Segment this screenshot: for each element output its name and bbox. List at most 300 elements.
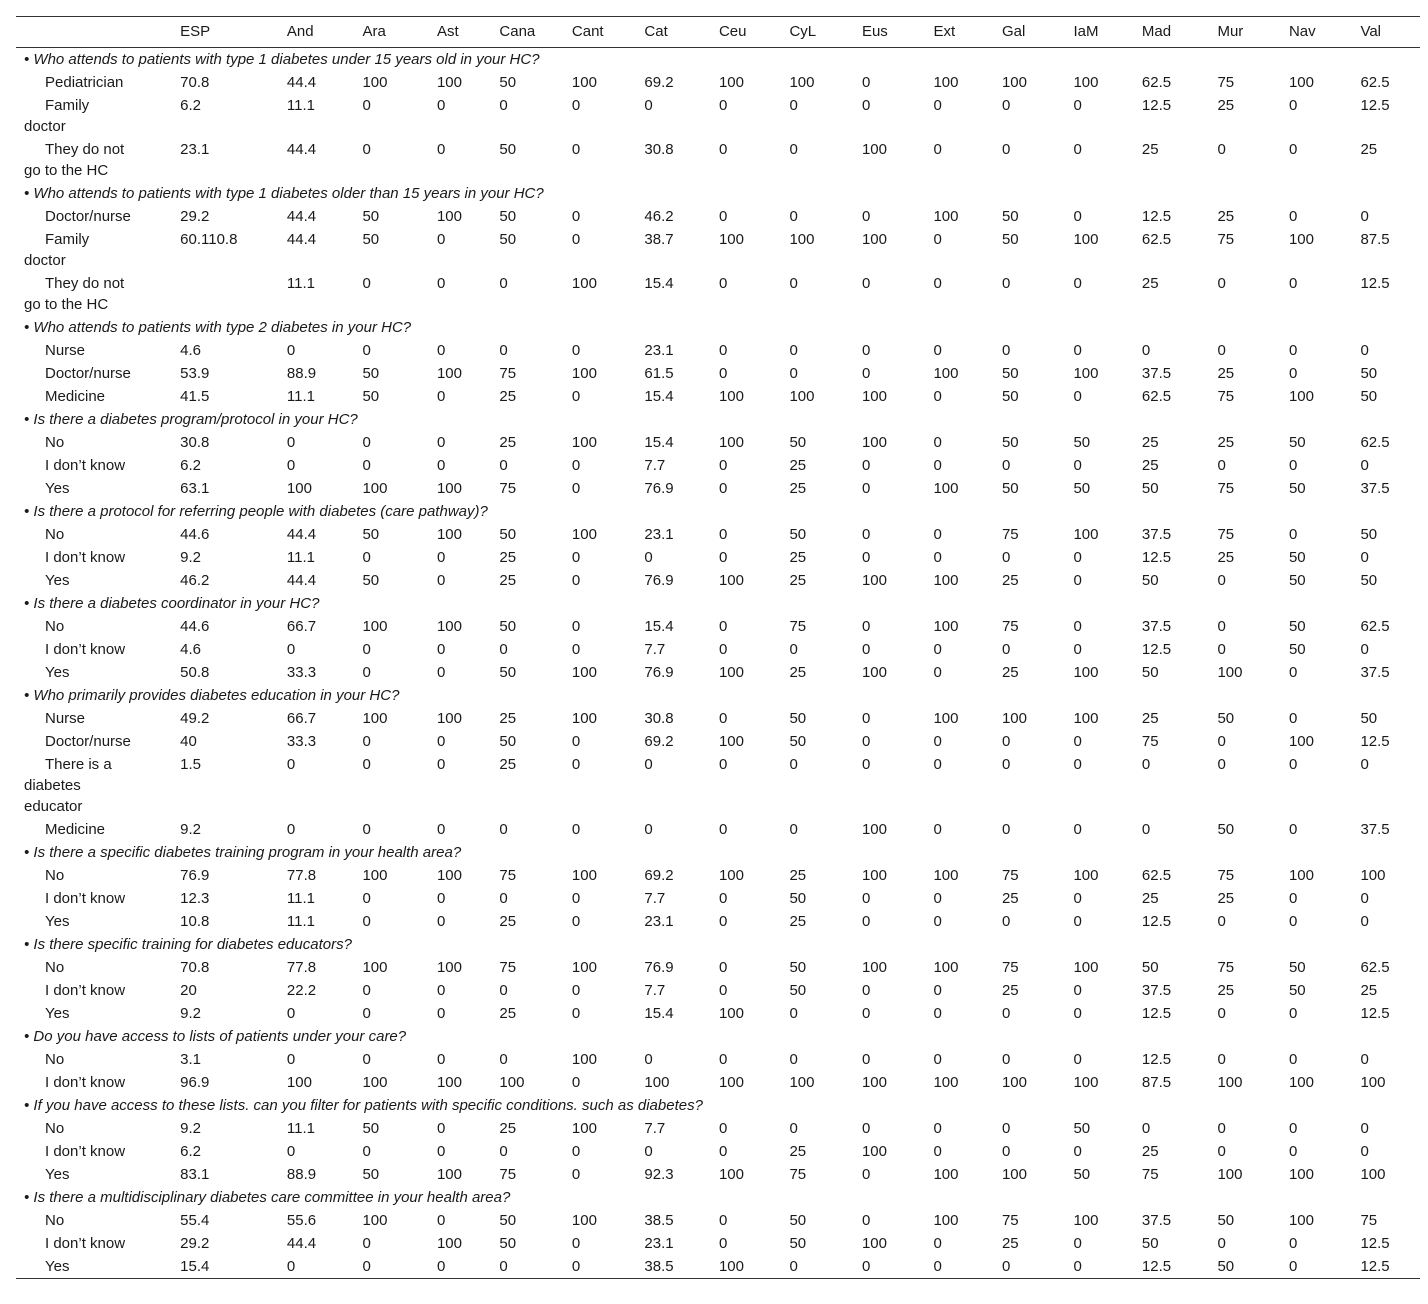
row-label-line: No	[45, 526, 65, 543]
cell-value: 0	[933, 526, 942, 543]
row-label-line: Yes	[45, 572, 70, 589]
cell-value: 0	[1288, 1051, 1298, 1068]
cell-value: 100	[861, 434, 887, 451]
cell-value: 100	[1288, 867, 1314, 884]
cell-value: 11.1	[286, 275, 315, 292]
cell-value: 0	[1217, 572, 1226, 589]
cell-value: 100	[933, 1212, 959, 1229]
cell-value: 0	[1217, 1235, 1226, 1252]
cell-value: 25	[499, 710, 517, 727]
cell-value: 0	[362, 1258, 371, 1275]
cell-value: 0	[789, 1120, 798, 1137]
cell-value: 100	[571, 867, 597, 884]
cell-value: 0	[789, 365, 798, 382]
question-row	[16, 182, 1420, 205]
cell-value: 100	[789, 1074, 815, 1091]
cell-value: 87.5	[1360, 231, 1390, 248]
cell-value: 6.2	[180, 457, 202, 474]
cell-value: 0	[499, 890, 508, 907]
cell-value: 15.4	[644, 275, 674, 292]
cell-value: 0	[861, 275, 871, 292]
question-text: • Is there a protocol for referring people with diabetes (care pathway)?	[24, 503, 488, 520]
cell-value: 100	[1288, 74, 1314, 91]
cell-value: 12.5	[1141, 1005, 1172, 1022]
cell-value: 66.7	[286, 710, 317, 727]
question-text: • Is there a multidisciplinary diabetes care committee in your health area?	[24, 1189, 511, 1206]
cell-value: 50.8	[180, 664, 210, 681]
row-label-line: They do not	[45, 275, 125, 292]
cell-value: 11.1	[286, 388, 315, 405]
row-label-line: No	[45, 618, 65, 635]
cell-value: 50	[1288, 549, 1306, 566]
row-label	[16, 1140, 180, 1163]
cell-value: 11.1	[286, 97, 315, 114]
question-text: • Is there a diabetes coordinator in your HC?	[24, 595, 320, 612]
cell-value: 0	[436, 913, 446, 930]
cell-value: 0	[718, 1235, 728, 1252]
cell-value: 0	[1288, 710, 1298, 727]
table-row	[16, 1140, 1420, 1163]
cell-value: 12.3	[180, 890, 210, 907]
cell-value: 50	[499, 1235, 517, 1252]
row-label	[16, 94, 180, 138]
cell-value: 50	[1360, 710, 1378, 727]
column-header: Cana	[499, 22, 536, 40]
row-label-line: I don’t know	[45, 549, 126, 566]
cell-value: 0	[1288, 890, 1298, 907]
cell-value: 0	[861, 342, 871, 359]
cell-value: 0	[1001, 97, 1011, 114]
cell-value: 25	[1217, 208, 1235, 225]
cell-value: 12.5	[1141, 641, 1172, 658]
cell-value: 0	[1073, 275, 1082, 292]
cell-value: 55.6	[286, 1212, 317, 1229]
cell-value: 12.5	[1141, 1258, 1172, 1275]
cell-value: 0	[718, 275, 728, 292]
cell-value: 50	[789, 890, 807, 907]
cell-value: 100	[571, 365, 597, 382]
cell-value: 0	[436, 572, 446, 589]
cell-value: 0	[499, 1258, 508, 1275]
cell-value: 0	[1217, 1120, 1226, 1137]
cell-value: 62.5	[1141, 867, 1172, 884]
column-header: Ara	[362, 22, 386, 40]
cell-value: 0	[362, 1005, 371, 1022]
table-row	[16, 1163, 1420, 1186]
cell-value: 50	[1141, 480, 1159, 497]
cell-value: 0	[1217, 342, 1226, 359]
cell-value: 76.9	[644, 480, 674, 497]
cell-value: 100	[1360, 1074, 1386, 1091]
cell-value: 40	[180, 733, 197, 750]
cell-value: 15.4	[644, 1005, 674, 1022]
cell-value: 50	[1073, 480, 1091, 497]
cell-value: 0	[861, 74, 871, 91]
cell-value: 50	[1001, 434, 1019, 451]
cell-value: 0	[1217, 733, 1226, 750]
cell-value: 75	[1001, 867, 1019, 884]
cell-value: 0	[718, 208, 728, 225]
question-row	[16, 1025, 1420, 1048]
cell-value: 0	[436, 756, 446, 773]
row-label-line: Yes	[45, 913, 70, 930]
cell-value: 100	[861, 231, 887, 248]
cell-value: 44.4	[286, 74, 317, 91]
cell-value: 0	[362, 549, 371, 566]
row-label	[16, 753, 180, 818]
cell-value: 75	[1217, 231, 1235, 248]
cell-value: 100	[1288, 1166, 1314, 1183]
cell-value: 100	[1288, 733, 1314, 750]
cell-value: 100	[1001, 74, 1027, 91]
cell-value: 25	[1001, 1235, 1019, 1252]
cell-value: 0	[1073, 208, 1082, 225]
cell-value: 0	[571, 982, 581, 999]
cell-value: 0	[1217, 913, 1226, 930]
row-label-line: diabetes	[24, 777, 81, 794]
cell-value: 0	[933, 1143, 942, 1160]
cell-value: 0	[436, 275, 446, 292]
cell-value: 100	[861, 1235, 887, 1252]
question-text: • Do you have access to lists of patients under your care?	[24, 1028, 407, 1045]
cell-value: 0	[861, 1212, 871, 1229]
cell-value: 25	[789, 1143, 807, 1160]
cell-value: 25	[789, 457, 807, 474]
cell-value: 100	[861, 1074, 887, 1091]
cell-value: 0	[1288, 342, 1298, 359]
question-text: • Who attends to patients with type 1 diabetes older than 15 years in your HC?	[24, 185, 544, 202]
cell-value: 0	[933, 1005, 942, 1022]
cell-value: 12.5	[1141, 549, 1172, 566]
row-label-line: Yes	[45, 1005, 70, 1022]
cell-value: 38.5	[644, 1212, 674, 1229]
cell-value: 33.3	[286, 733, 317, 750]
cell-value: 0	[861, 710, 871, 727]
cell-value: 69.2	[644, 733, 674, 750]
cell-value: 0	[286, 1051, 296, 1068]
cell-value: 62.5	[1141, 388, 1172, 405]
cell-value: 76.9	[644, 959, 674, 976]
cell-value: 0	[1001, 141, 1011, 158]
cell-value: 37.5	[1360, 821, 1390, 838]
cell-value: 50	[1001, 208, 1019, 225]
cell-value: 50	[362, 365, 380, 382]
cell-value: 50	[499, 141, 517, 158]
column-header: IaM	[1073, 22, 1099, 40]
cell-value: 0	[789, 342, 798, 359]
cell-value: 50	[499, 231, 517, 248]
cell-value: 100	[1360, 867, 1386, 884]
cell-value: 50	[1001, 388, 1019, 405]
row-label-line: No	[45, 1212, 65, 1229]
cell-value: 75	[1001, 1212, 1019, 1229]
row-label-line: No	[45, 867, 65, 884]
cell-value: 0	[789, 641, 798, 658]
question-row	[16, 408, 1420, 431]
cell-value: 50	[1288, 641, 1306, 658]
cell-value: 50	[789, 959, 807, 976]
column-header: CyL	[789, 22, 817, 40]
cell-value: 50	[1001, 231, 1019, 248]
cell-value: 100	[933, 1074, 959, 1091]
cell-value: 0	[1073, 457, 1082, 474]
cell-value: 92.3	[644, 1166, 674, 1183]
cell-value: 33.3	[286, 664, 317, 681]
cell-value: 100	[861, 572, 887, 589]
cell-value: 7.7	[644, 890, 666, 907]
cell-value: 0	[362, 141, 371, 158]
cell-value: 0	[718, 756, 728, 773]
question-text: • Is there a diabetes program/protocol in your HC?	[24, 411, 358, 428]
row-label	[16, 339, 180, 362]
cell-value: 0	[933, 821, 942, 838]
cell-value: 75	[1217, 867, 1235, 884]
table-row	[16, 362, 1420, 385]
cell-value: 0	[362, 1143, 371, 1160]
cell-value: 75	[499, 480, 517, 497]
cell-value: 0	[718, 342, 728, 359]
cell-value: 100	[861, 388, 887, 405]
cell-value: 100	[571, 959, 597, 976]
cell-value: 0	[718, 457, 728, 474]
cell-value: 0	[1288, 457, 1298, 474]
cell-value: 60.110.8	[180, 231, 238, 248]
row-label-line: Medicine	[45, 388, 106, 405]
cell-value: 53.9	[180, 365, 210, 382]
cell-value: 0	[571, 756, 581, 773]
table-row	[16, 454, 1420, 477]
cell-value: 23.1	[644, 1235, 674, 1252]
cell-value: 0	[718, 1120, 728, 1137]
cell-value: 50	[499, 618, 517, 635]
cell-value: 100	[718, 1166, 744, 1183]
cell-value: 0	[1073, 641, 1082, 658]
cell-value: 100	[933, 959, 959, 976]
cell-value: 7.7	[644, 1120, 666, 1137]
cell-value: 100	[436, 618, 462, 635]
cell-value: 37.5	[1141, 618, 1172, 635]
cell-value: 100	[362, 959, 388, 976]
cell-value: 100	[571, 1051, 597, 1068]
cell-value: 100	[436, 1074, 462, 1091]
cell-value: 7.7	[644, 982, 666, 999]
cell-value: 0	[718, 1051, 728, 1068]
cell-value: 0	[1073, 618, 1082, 635]
cell-value: 0	[644, 1051, 653, 1068]
column-header	[16, 17, 180, 48]
cell-value: 69.2	[644, 867, 674, 884]
cell-value: 11.1	[286, 913, 315, 930]
cell-value: 0	[1001, 1005, 1011, 1022]
cell-value: 1.5	[180, 756, 202, 773]
cell-value: 0	[933, 1258, 942, 1275]
cell-value: 46.2	[180, 572, 210, 589]
table-row	[16, 1071, 1420, 1094]
cell-value: 0	[571, 1258, 581, 1275]
cell-value: 25	[789, 664, 807, 681]
row-label-line: Yes	[45, 480, 70, 497]
cell-value: 62.5	[1360, 959, 1390, 976]
cell-value: 50	[499, 526, 517, 543]
cell-value: 44.4	[286, 572, 317, 589]
cell-value: 0	[1141, 756, 1151, 773]
cell-value: 25	[499, 1120, 517, 1137]
cell-value: 0	[436, 733, 446, 750]
cell-value: 0	[1288, 275, 1298, 292]
cell-value: 0	[436, 549, 446, 566]
cell-value: 50	[1141, 1235, 1159, 1252]
cell-value: 0	[362, 1235, 371, 1252]
cell-value: 0	[1360, 549, 1369, 566]
cell-value: 0	[861, 1120, 871, 1137]
cell-value: 50	[1360, 572, 1378, 589]
cell-value: 0	[718, 141, 728, 158]
cell-value: 0	[499, 275, 508, 292]
table-body	[16, 48, 1420, 1279]
cell-value: 0	[644, 97, 653, 114]
cell-value: 46.2	[644, 208, 674, 225]
cell-value: 0	[1288, 208, 1298, 225]
cell-value: 0	[1073, 733, 1082, 750]
row-label	[16, 864, 180, 887]
cell-value: 38.7	[644, 231, 674, 248]
cell-value: 50	[789, 434, 807, 451]
table-row	[16, 1232, 1420, 1255]
cell-value: 0	[362, 733, 371, 750]
cell-value: 0	[571, 141, 581, 158]
cell-value: 0	[436, 231, 446, 248]
cell-value: 0	[1288, 97, 1298, 114]
cell-value: 100	[1073, 959, 1099, 976]
table-row	[16, 707, 1420, 730]
table-row	[16, 753, 1420, 818]
cell-value: 100	[571, 1120, 597, 1137]
cell-value: 0	[1001, 275, 1011, 292]
cell-value: 50	[1360, 526, 1378, 543]
row-label-line: Pediatrician	[45, 74, 124, 91]
cell-value: 0	[571, 1166, 581, 1183]
table-row	[16, 94, 1420, 138]
cell-value: 0	[718, 821, 728, 838]
cell-value: 0	[718, 365, 728, 382]
cell-value: 100	[718, 1074, 744, 1091]
cell-value: 25	[499, 572, 517, 589]
cell-value	[180, 272, 287, 316]
cell-value: 100	[718, 74, 744, 91]
cell-value: 50	[499, 74, 517, 91]
cell-value: 25	[499, 756, 517, 773]
cell-value: 0	[286, 457, 296, 474]
cell-value: 0	[718, 890, 728, 907]
cell-value: 50	[1141, 572, 1159, 589]
cell-value: 0	[861, 365, 871, 382]
cell-value: 0	[362, 1051, 371, 1068]
cell-value: 0	[1073, 97, 1082, 114]
cell-value: 0	[1360, 641, 1369, 658]
row-label-line: There is a	[45, 756, 112, 773]
cell-value: 50	[362, 526, 380, 543]
cell-value: 0	[499, 641, 508, 658]
cell-value: 100	[644, 1074, 670, 1091]
table-row	[16, 1117, 1420, 1140]
question-row	[16, 592, 1420, 615]
cell-value: 12.5	[1360, 1258, 1390, 1275]
cell-value: 0	[1288, 913, 1298, 930]
cell-value: 0	[861, 982, 871, 999]
table-row	[16, 71, 1420, 94]
table-row	[16, 887, 1420, 910]
cell-value: 0	[436, 1143, 446, 1160]
cell-value: 0	[436, 1258, 446, 1275]
row-label-line: They do not	[45, 141, 125, 158]
column-header: Val	[1360, 22, 1382, 40]
row-label-line: Yes	[45, 664, 70, 681]
row-label	[16, 71, 180, 94]
column-header: Cant	[571, 22, 604, 40]
cell-value: 0	[571, 572, 581, 589]
column-header: Ceu	[718, 22, 747, 40]
row-label	[16, 523, 180, 546]
cell-value: 0	[286, 641, 296, 658]
table-row	[16, 477, 1420, 500]
row-label	[16, 1071, 180, 1094]
cell-value: 0	[1360, 342, 1369, 359]
cell-value: 100	[718, 434, 744, 451]
cell-value: 0	[571, 1074, 581, 1091]
cell-value: 50	[1217, 710, 1235, 727]
row-label	[16, 887, 180, 910]
cell-value: 0	[1288, 141, 1298, 158]
cell-value: 100	[436, 208, 462, 225]
row-label-line: I don’t know	[45, 1143, 126, 1160]
cell-value: 0	[571, 890, 581, 907]
cell-value: 37.5	[1360, 664, 1390, 681]
cell-value: 23.1	[644, 342, 674, 359]
cell-value: 75	[1141, 733, 1159, 750]
cell-value: 9.2	[180, 549, 202, 566]
cell-value: 25	[1001, 982, 1019, 999]
cell-value: 50	[362, 208, 380, 225]
cell-value: 12.5	[1360, 733, 1390, 750]
row-label	[16, 1255, 180, 1279]
cell-value: 0	[789, 275, 798, 292]
cell-value: 0	[861, 641, 871, 658]
cell-value: 75	[1001, 526, 1019, 543]
cell-value: 37.5	[1141, 982, 1172, 999]
cell-value: 77.8	[286, 867, 317, 884]
cell-value: 0	[1288, 1143, 1298, 1160]
cell-value: 75	[1001, 959, 1019, 976]
cell-value: 0	[933, 388, 942, 405]
cell-value: 100	[1217, 664, 1243, 681]
cell-value: 3.1	[180, 1051, 202, 1068]
row-label	[16, 272, 180, 316]
row-label-line: Medicine	[45, 821, 106, 838]
cell-value: 0	[1217, 1051, 1226, 1068]
cell-value: 100	[861, 141, 887, 158]
cell-value: 0	[861, 733, 871, 750]
cell-value: 0	[436, 97, 446, 114]
cell-value: 0	[789, 208, 798, 225]
cell-value: 0	[718, 913, 728, 930]
cell-value: 0	[933, 457, 942, 474]
cell-value: 50	[789, 1235, 807, 1252]
cell-value: 69.2	[644, 74, 674, 91]
cell-value: 0	[1073, 549, 1082, 566]
cell-value: 50	[1360, 365, 1378, 382]
cell-value: 100	[1001, 1166, 1027, 1183]
cell-value: 25	[789, 549, 807, 566]
